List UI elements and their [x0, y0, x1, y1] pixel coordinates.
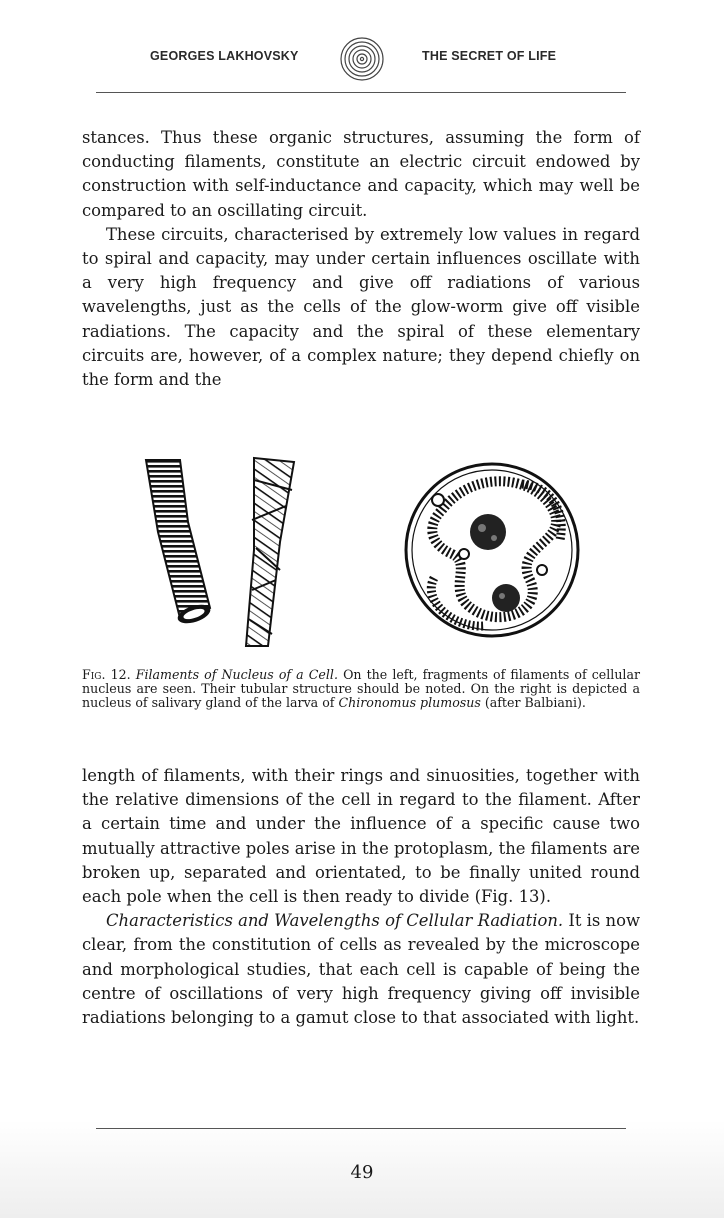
running-header [0, 36, 724, 82]
species-name: Chironomus plumosus [338, 695, 481, 711]
spiral-filament-drawing [246, 458, 294, 646]
salivary-nucleus-drawing [406, 464, 578, 636]
figure-caption [82, 668, 640, 711]
figure-label: Fig. 12. [82, 667, 131, 682]
header-author: GEORGES LAKHOVSKY [150, 49, 299, 63]
caption-text-b: (after Balbiani). [484, 695, 586, 711]
footer-rule [96, 1128, 626, 1129]
page-number: 49 [350, 1162, 374, 1183]
body-text-top [82, 126, 640, 392]
paragraph-4-text: It is now clear, from the constitution of cells as revealed by the microscope and morphological studies, that each cell is capable of being the centre of oscillations of very high frequency giving off invisible radiations belonging to a gamut close to that associated with light. [82, 911, 640, 1028]
concentric-spiral-icon [334, 36, 390, 82]
figure-12-illustration [82, 450, 642, 660]
section-heading: Characteristics and Wavelengths of Cellular Radiation. [106, 911, 564, 931]
figure-title: Filaments of Nucleus of a Cell. [135, 667, 338, 682]
header-title: THE SECRET OF LIFE [422, 49, 557, 63]
paragraph-1: stances. Thus these organic structures, assuming the form of conducting filaments, constitute an electric circuit endowed by construction with self-inductance and capacity, which may well be compared to an oscillating circuit. [82, 128, 640, 220]
paragraph-3: length of filaments, with their rings and sinuosities, together with the relative dimensions of the cell in regard to the filament. After a certain time and under the influence of a specific cause two mutually attractive poles arise in the protoplasm, the filaments are broken up, separated and orientated, to be finally united round each pole when the cell is then ready to divide (Fig. 13). [82, 766, 640, 907]
caption-text-a: On the left, fragments of filaments of cellular nucleus are seen. Their tubular structure should be noted. On the right is depicted a nucleus of salivary gland of the larva of [82, 667, 640, 711]
ringed-filament-drawing [146, 460, 213, 627]
body-text-bottom [82, 764, 640, 1030]
header-rule [96, 92, 626, 93]
paragraph-4 [82, 909, 640, 1030]
paragraph-2: These circuits, characterised by extremely low values in regard to spiral and capacity, may under certain influences oscillate with a very high frequency and give off radiations of various wavelengths, just as the cells of the glow-worm give off visible radiations. The capacity and the spiral of these elementary circuits are, however, of a complex nature; they depend chiefly on the form and the [82, 224, 640, 390]
